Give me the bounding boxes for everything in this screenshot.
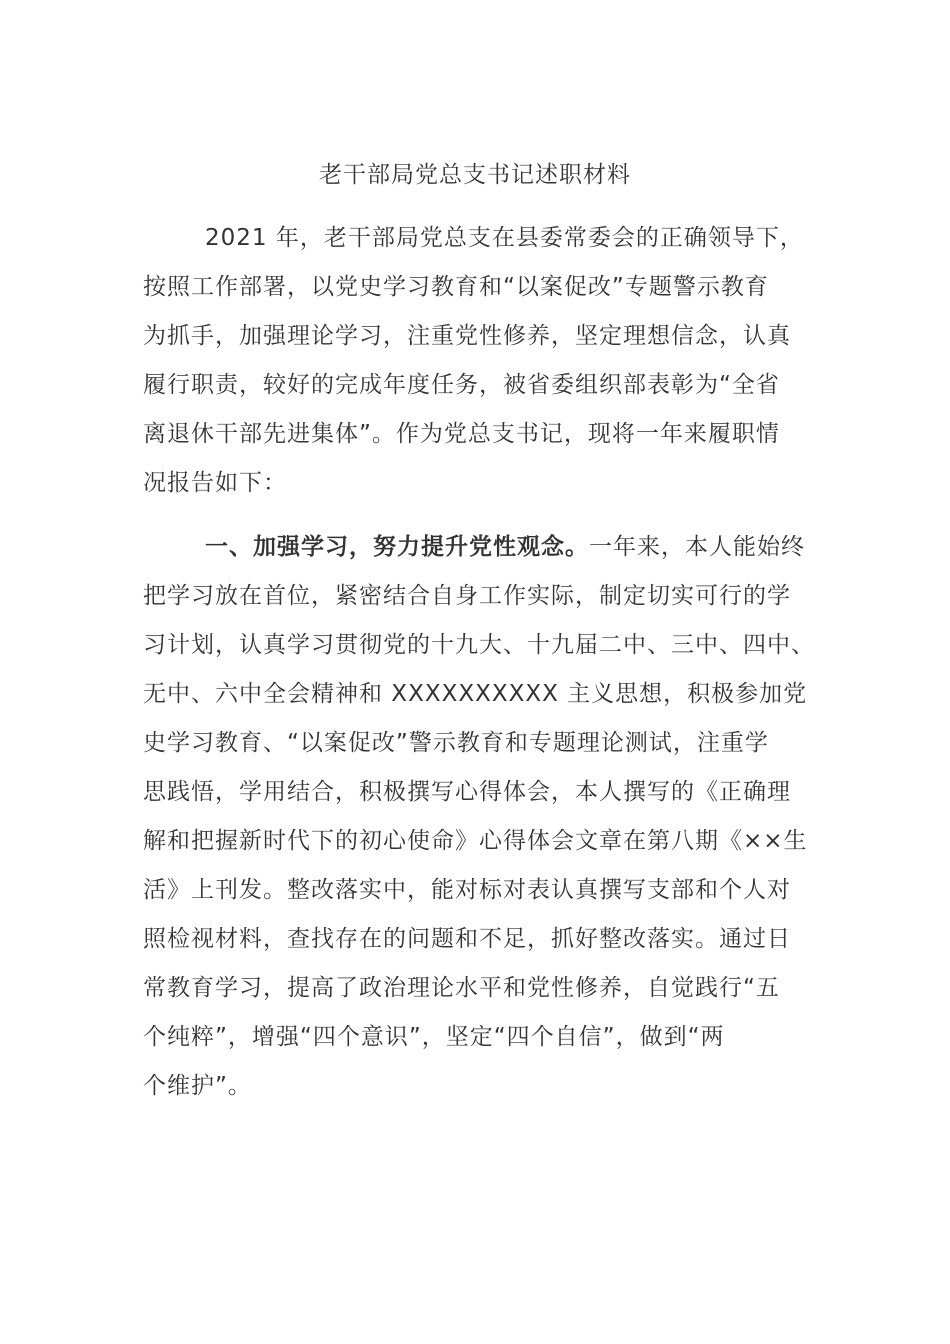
intro-line-1: 2021 年，老干部局党总支在县委常委会的正确领导下， bbox=[205, 225, 804, 251]
section1-line-3: 习计划，认真学习贯彻党的十九大、十九届二中、三中、四中、 bbox=[143, 632, 815, 658]
intro-line-5: 离退休干部先进集体”。作为党总支书记，现将一年来履职情 bbox=[143, 421, 780, 447]
document-title: 老干部局党总支书记述职材料 bbox=[319, 162, 631, 188]
section1-line-10: 常教育学习，提高了政治理论水平和党性修养，自觉践行“五 bbox=[143, 975, 780, 1001]
section1-line-4: 无中、六中全会精神和 XXXXXXXXXX 主义思想，积极参加党 bbox=[143, 681, 808, 707]
section1-line-9: 照检视材料，查找存在的问题和不足，抓好整改落实。通过日 bbox=[143, 926, 791, 952]
section1-heading: 一、加强学习，努力提升党性观念。 bbox=[205, 534, 589, 560]
section1-line-11: 个纯粹”，增强“四个意识”，坚定“四个自信”，做到“两 bbox=[143, 1024, 725, 1050]
section1-line-7: 解和把握新时代下的初心使命》心得体会文章在第八期《××生 bbox=[143, 828, 808, 854]
section1-line-2: 把学习放在首位，紧密结合自身工作实际，制定切实可行的学 bbox=[143, 583, 791, 609]
intro-line-2: 按照工作部署，以党史学习教育和“以案促改”专题警示教育 bbox=[143, 274, 769, 300]
intro-line-4: 履行职责，较好的完成年度任务，被省委组织部表彰为“全省 bbox=[143, 372, 780, 398]
section1-line-8: 活》上刊发。整改落实中，能对标对表认真撰写支部和个人对 bbox=[143, 877, 791, 903]
section1-first-line bbox=[205, 529, 805, 565]
section1-line-5: 史学习教育、“以案促改”警示教育和专题理论测试，注重学 bbox=[143, 730, 769, 756]
section1-line-12: 个维护”。 bbox=[143, 1073, 252, 1099]
section1-first-line-rest: 一年来，本人能始终 bbox=[589, 534, 805, 560]
intro-line-3: 为抓手，加强理论学习，注重党性修养，坚定理想信念，认真 bbox=[143, 323, 791, 349]
section1-line-6: 思践悟，学用结合，积极撰写心得体会，本人撰写的《正确理 bbox=[143, 779, 791, 805]
intro-line-6: 况报告如下： bbox=[143, 470, 287, 496]
